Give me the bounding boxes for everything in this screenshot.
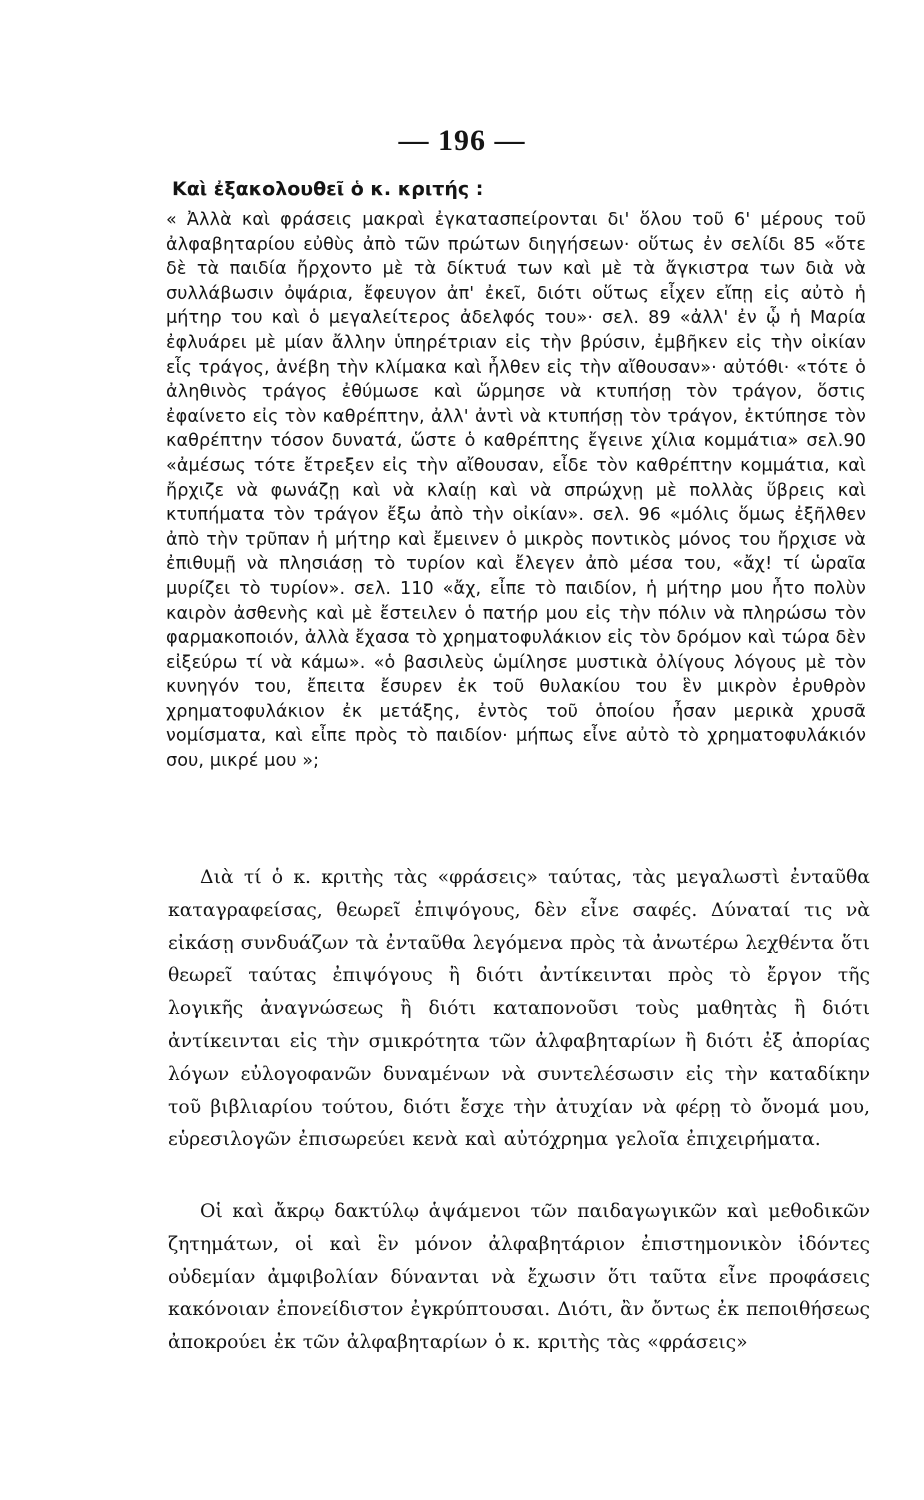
paragraph-text: Διὰ τί ὁ κ. κριτὴς τὰς «φράσεις» ταύτας, τὰς μεγαλωστὶ ἐνταῦθα καταγραφείσας, θεωρεῖ ἐπιψόγους, δὲν εἶνε σαφές. Δύναταί τις νὰ εἰκάσῃ συνδυάζων τὰ ἐνταῦθα λεγόμενα πρὸς τὰ ἀνωτέρω λεχθέντα ὅτι θεωρεῖ ταύτας ἐπιψόγους ἢ διότι ἀντίκεινται πρὸς τὸ ἔργον τῆς λογικῆς ἀναγνώσεως ἢ διότι καταπονοῦσι τοὺς μαθητὰς ἢ διότι ἀντίκεινται εἰς τὴν σμικρότητα τῶν ἀλφαβηταρίων ἢ διότι ἐξ ἀπορίας λόγων εὐλογοφανῶν δυναμένων νὰ συντελέσωσιν εἰς τὴν καταδίκην τοῦ βιβλιαρίου τούτου, διότι ἔσχε τὴν ἀτυχίαν νὰ φέρῃ τὸ ὄνομά μου, εὑρεσιλογῶν ἐπισωρεύει κενὰ καὶ αὐτόχρημα γελοῖα ἐπιχειρήματα. xyxy=(168,867,870,1151)
page-number: — 196 — xyxy=(398,124,526,157)
body-paragraph-2 xyxy=(168,1196,870,1360)
body-paragraph-1 xyxy=(168,862,870,1157)
paragraph-text: Οἱ καὶ ἄκρῳ δακτύλῳ ἁψάμενοι τῶν παιδαγωγικῶν καὶ μεθοδικῶν ζητημάτων, οἱ καὶ ἓν μόνον ἀλφαβητάριον ἐπιστημονικὸν ἰδόντες οὐδεμίαν ἀμφιβολίαν δύνανται νὰ ἔχωσιν ὅτι ταῦτα εἶνε προφάσεις κακόνοιαν ἐπονείδιστον ἐγκρύπτουσαι. Διότι, ἂν ὄντως ἐκ πεποιθήσεως ἀποκρούει ἐκ τῶν ἀλφαβηταρίων ὁ κ. κριτὴς τὰς «φράσεις» xyxy=(168,1201,870,1354)
intro-line: Καὶ ἐξακολουθεῖ ὁ κ. κριτής : xyxy=(172,178,484,200)
quoted-passage: « Ἀλλὰ καὶ φράσεις μακραὶ ἐγκατασπείρονται δι' ὅλου τοῦ 6' μέρους τοῦ ἀλφαβηταρίου εὐθὺς ἀπὸ τῶν πρώτων διηγήσεων· οὕτως ἐν σελίδι 85 «ὅτε δὲ τὰ παιδία ἤρχοντο μὲ τὰ δίκτυά των καὶ μὲ τὰ ἄγκιστρα των διὰ νὰ συλλάβωσιν ὀψάρια, ἔφευγον ἀπ' ἐκεῖ, διότι οὕτως εἶχεν εἴπῃ εἰς αὐτὸ ἡ μήτηρ του καὶ ὁ μεγαλείτερος ἀδελφός του»· σελ. 89 «ἀλλ' ἐν ᾧ ἡ Μαρία ἐφλυάρει μὲ μίαν ἄλλην ὑπηρέτριαν εἰς τὴν βρύσιν, ἐμβῆκεν εἰς τὴν οἰκίαν εἷς τράγος, ἀνέβη τὴν κλίμακα καὶ ἦλθεν εἰς τὴν αἴθουσαν»· αὐτόθι· «τότε ὁ ἀληθινὸς τράγος ἐθύμωσε καὶ ὥρμησε νὰ κτυπήσῃ τὸν τράγον, ὅστις ἐφαίνετο εἰς τὸν καθρέπτην, ἀλλ' ἀντὶ νὰ κτυπήσῃ τὸν τράγον, ἐκτύπησε τὸν καθρέπτην τόσον δυνατά, ὥστε ὁ καθρέπτης ἔγεινε χίλια κομμάτια» σελ.90 «ἀμέσως τότε ἔτρεξεν εἰς τὴν αἴθουσαν, εἶδε τὸν καθρέπτην κομμάτια, καὶ ἤρχιζε νὰ φωνάζῃ καὶ νὰ κλαίῃ καὶ νὰ σπρώχνῃ μὲ πολλὰς ὕβρεις καὶ κτυπήματα τὸν τράγον ἔξω ἀπὸ τὴν οἰκίαν». σελ. 96 «μόλις ὅμως ἐξῆλθεν ἀπὸ τὴν τρῦπαν ἡ μήτηρ καὶ ἔμεινεν ὁ μικρὸς ποντικὸς μόνος του ἤρχισε νὰ ἐπιθυμῇ νὰ πλησιάσῃ τὸ τυρίον καὶ ἔλεγεν ἀπὸ μέσα του, «ἄχ! τί ὡραῖα μυρίζει τὸ τυρίον». σελ. 110 «ἄχ, εἶπε τὸ παιδίον, ἡ μήτηρ μου ἦτο πολὺν καιρὸν ἀσθενὴς καὶ μὲ ἔστειλεν ὁ πατήρ μου εἰς τὴν πόλιν νὰ πληρώσω τὸν φαρμακοποιόν, ἀλλὰ ἔχασα τὸ χρηματοφυλάκιον εἰς τὸν δρόμον καὶ τώρα δὲν εἰξεύρω τί νὰ κάμω». «ὁ βασιλεὺς ὡμίλησε μυστικὰ ὀλίγους λόγους μὲ τὸν κυνηγόν του, ἔπειτα ἔσυρεν ἐκ τοῦ θυλακίου του ἓν μικρὸν ἐρυθρὸν χρηματοφυλάκιον ἐκ μετάξης, ἐντὸς τοῦ ὁποίου ἦσαν μερικὰ χρυσᾶ νομίσματα, καὶ εἶπε πρὸς τὸ παιδίον· μήπως εἶνε αὐτὸ τὸ χρηματοφυλάκιόν σου, μικρέ μου »; xyxy=(166,210,866,772)
